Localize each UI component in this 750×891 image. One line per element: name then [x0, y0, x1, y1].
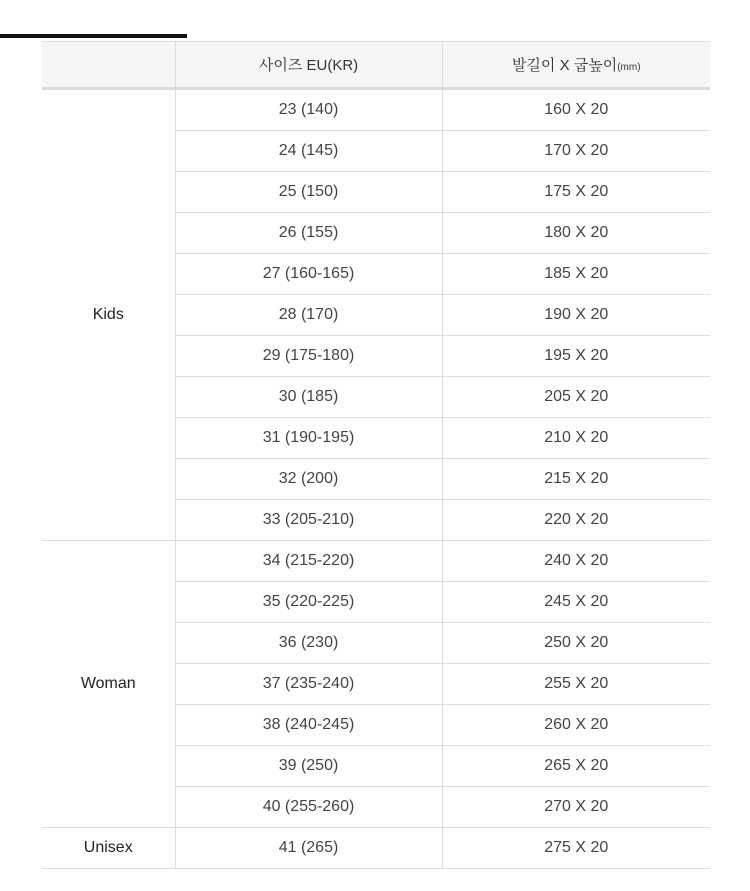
size-cell: 24 (145): [175, 131, 442, 172]
length-cell: 210 X 20: [442, 418, 710, 459]
length-cell: 170 X 20: [442, 131, 710, 172]
size-cell: 32 (200): [175, 459, 442, 500]
table-row: [42, 828, 710, 869]
length-cell: 190 X 20: [442, 295, 710, 336]
header-group: [42, 42, 175, 89]
size-chart-container: [42, 41, 710, 869]
length-cell: 160 X 20: [442, 89, 710, 131]
table-row: [42, 541, 710, 582]
length-cell: 185 X 20: [442, 254, 710, 295]
size-cell: 29 (175-180): [175, 336, 442, 377]
header-length-label: 발길이 X 굽높이: [511, 57, 618, 74]
size-cell: 28 (170): [175, 295, 442, 336]
length-cell: 205 X 20: [442, 377, 710, 418]
table-row: [42, 89, 710, 131]
length-cell: 240 X 20: [442, 541, 710, 582]
size-chart-header: [42, 42, 710, 89]
size-cell: 30 (185): [175, 377, 442, 418]
size-cell: 31 (190-195): [175, 418, 442, 459]
length-cell: 175 X 20: [442, 172, 710, 213]
size-cell: 40 (255-260): [175, 787, 442, 828]
size-cell: 23 (140): [175, 89, 442, 131]
length-cell: 265 X 20: [442, 746, 710, 787]
length-cell: 275 X 20: [442, 828, 710, 869]
length-cell: 250 X 20: [442, 623, 710, 664]
group-label-cell: Unisex: [42, 828, 175, 869]
size-cell: 25 (150): [175, 172, 442, 213]
size-cell: 39 (250): [175, 746, 442, 787]
header-size: 사이즈 EU(KR): [175, 42, 442, 89]
size-cell: 35 (220-225): [175, 582, 442, 623]
length-cell: 255 X 20: [442, 664, 710, 705]
header-length: [442, 42, 710, 89]
size-cell: 27 (160-165): [175, 254, 442, 295]
size-cell: 26 (155): [175, 213, 442, 254]
size-cell: 38 (240-245): [175, 705, 442, 746]
length-cell: 220 X 20: [442, 500, 710, 541]
length-cell: 245 X 20: [442, 582, 710, 623]
size-cell: 33 (205-210): [175, 500, 442, 541]
group-label-cell: Kids: [42, 89, 175, 541]
header-length-unit: (mm): [617, 62, 641, 73]
size-cell: 34 (215-220): [175, 541, 442, 582]
size-cell: 36 (230): [175, 623, 442, 664]
length-cell: 270 X 20: [442, 787, 710, 828]
length-cell: 260 X 20: [442, 705, 710, 746]
length-cell: 180 X 20: [442, 213, 710, 254]
header-row: [42, 42, 710, 89]
size-chart-table: [42, 41, 710, 869]
group-label-cell: Woman: [42, 541, 175, 828]
top-accent-rule: [0, 34, 187, 38]
size-cell: 37 (235-240): [175, 664, 442, 705]
length-cell: 215 X 20: [442, 459, 710, 500]
length-cell: 195 X 20: [442, 336, 710, 377]
size-chart-body: [42, 89, 710, 869]
size-cell: 41 (265): [175, 828, 442, 869]
